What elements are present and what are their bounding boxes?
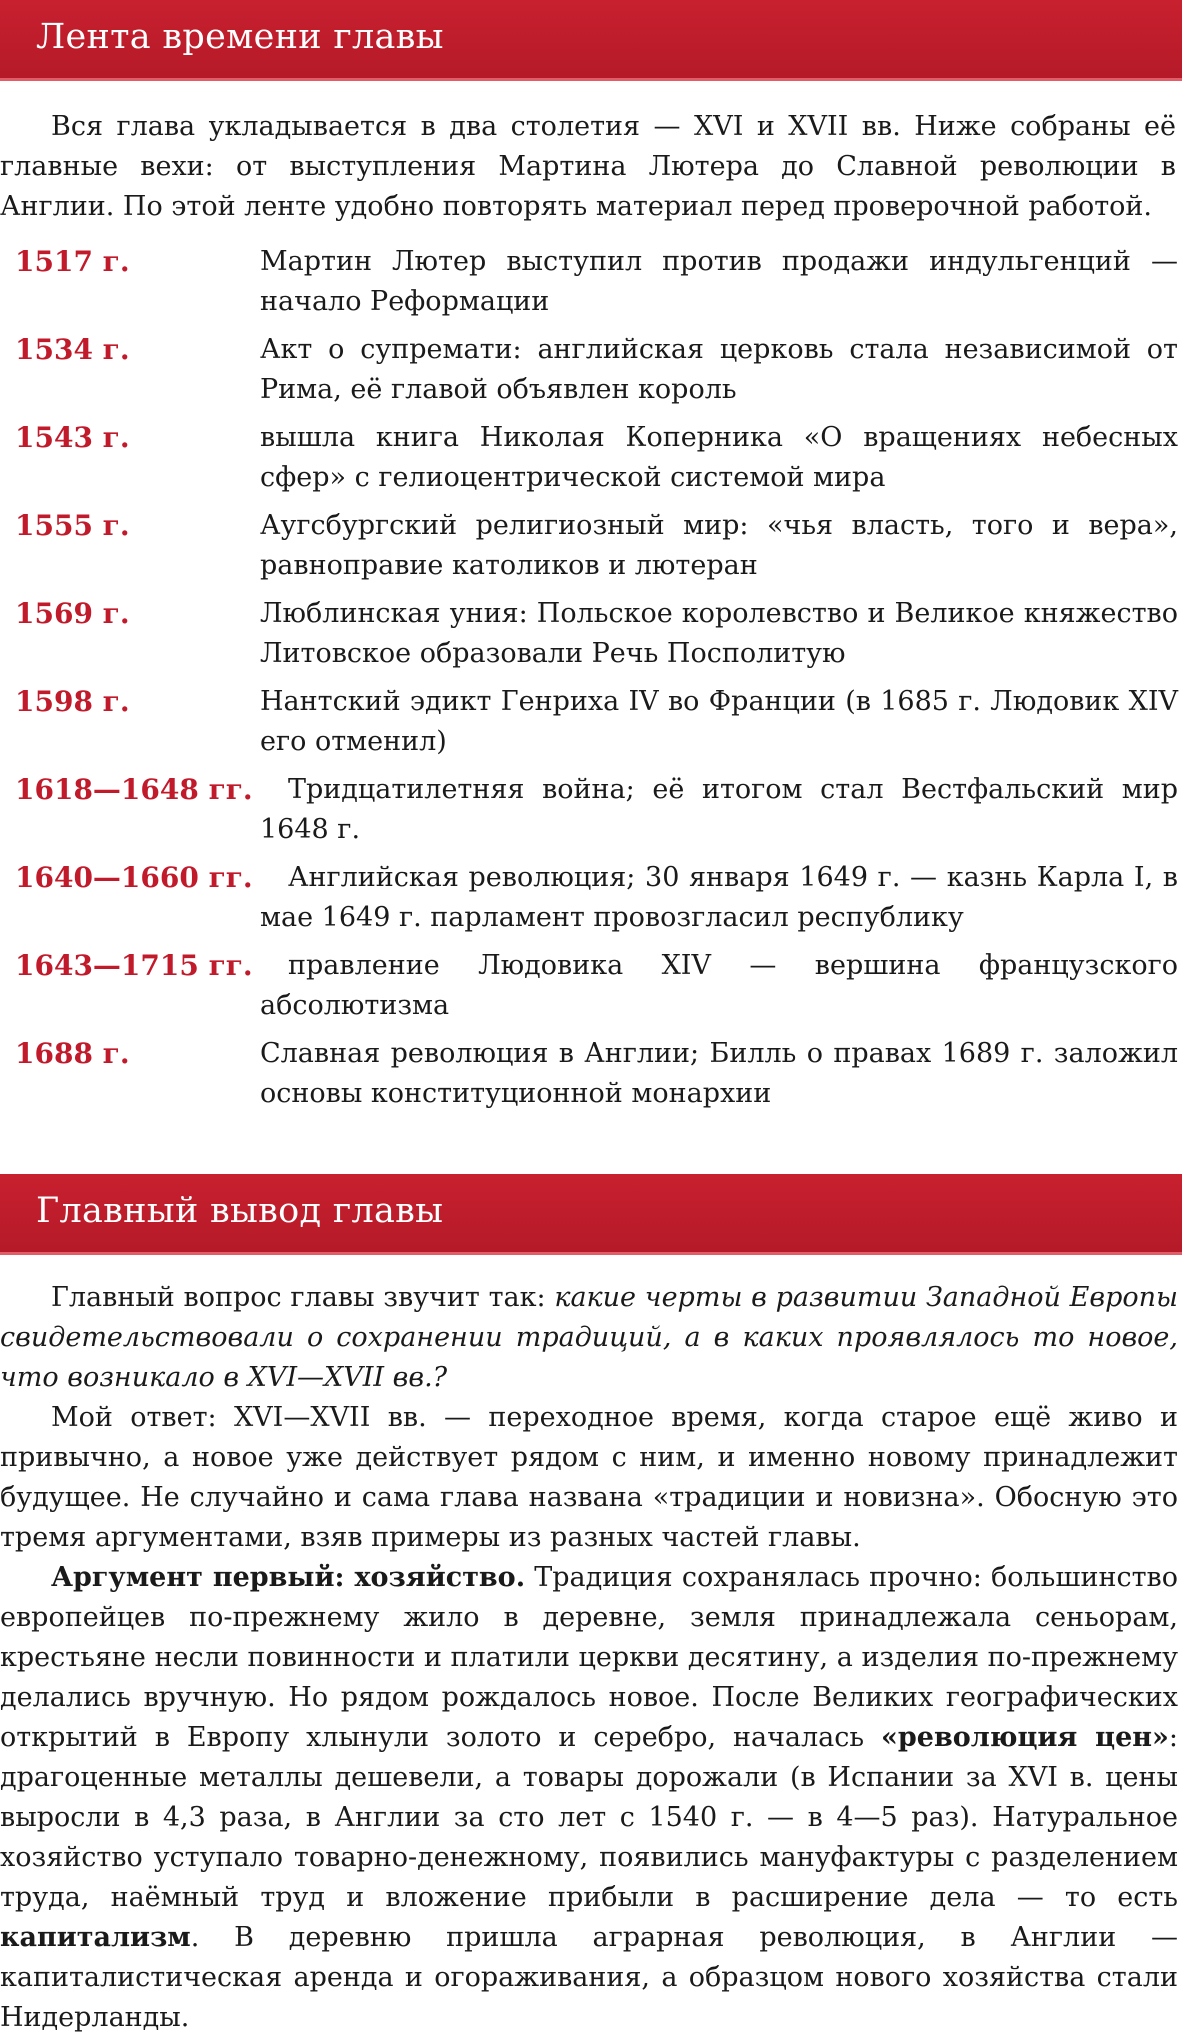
section-title: Лента времени главы [36, 17, 444, 57]
timeline-year: 1640—1660 гг. [15, 861, 253, 894]
timeline-item [0, 418, 1182, 506]
argument-text: . В деревню пришла аграрная революция, в Англии — капиталистическая аренда и огораживания, а образцом нового хозяйства стали Нидерланды. [0, 1922, 1178, 2033]
timeline-item [0, 506, 1182, 594]
timeline-event: вышла книга Николая Коперника «О вращениях небесных сфер» с гелиоцентрической системой мира [260, 422, 1178, 493]
answer-paragraph: Мой ответ: XVI—XVII вв. — переходное время, когда старое ещё живо и привычно, а новое уже действует рядом с ним, и именно новому принадлежит будущее. Не случайно и сама глава названа «традиции и новизна». Обосную это тремя аргументами, взяв примеры из разных частей главы. [0, 1402, 1178, 1553]
question-paragraph [0, 1278, 1178, 1398]
timeline-year: 1555 г. [15, 509, 130, 542]
question-lead: Главный вопрос главы звучит так: [51, 1282, 555, 1313]
timeline-year: 1517 г. [15, 245, 130, 278]
timeline-event: Люблинская уния: Польское королевство и Великое княжество Литовское образовали Речь Посполитую [260, 598, 1178, 669]
argument-text: Традиция сохранялась прочно: большинство европейцев по-прежнему жило в деревне, земля принадлежала сеньорам, крестьяне несли повинности и платили церкви десятину, а изделия по-прежнему делались вручную. Но рядом рождалось новое. После Великих географических открытий в Европу хлынули золото и серебро, началась [0, 1562, 1178, 1753]
timeline-year: 1569 г. [15, 597, 130, 630]
section-title: Главный вывод главы [36, 1191, 444, 1231]
timeline-item [0, 242, 1182, 330]
timeline-item [0, 1034, 1182, 1122]
timeline-event: Акт о супремати: английская церковь стала независимой от Рима, её главой объявлен король [260, 334, 1178, 405]
intro-text: Вся глава укладывается в два столетия — XVI и XVII вв. Ниже собраны её главные вехи: от выступления Мартина Лютера до Славной революции в Англии. По этой ленте удобно повторять материал перед проверочной работой. [0, 111, 1176, 222]
argument-heading: Аргумент первый: хозяйство. [51, 1562, 526, 1593]
timeline-event: Английская революция; 30 января 1649 г. — казнь Карла I, в мае 1649 г. парламент провозгласил республику [260, 862, 1178, 933]
timeline-item [0, 858, 1182, 946]
timeline-year: 1534 г. [15, 333, 130, 366]
timeline-event: Аугсбургский религиозный мир: «чья власть, того и вера», равноправие католиков и лютеран [260, 510, 1178, 581]
key-term: капитализм [0, 1922, 191, 1953]
conclusion-body [0, 1278, 1178, 2038]
chapter-question: какие черты в развитии Западной Европы свидетельствовали о сохранении традиций, а в каких проявлялось то новое, что возникало в XVI—XVII вв.? [0, 1282, 1178, 1393]
key-term: «революция цен» [881, 1722, 1169, 1753]
timeline-list [0, 242, 1182, 1122]
intro-paragraph [0, 107, 1176, 227]
timeline-item [0, 330, 1182, 418]
timeline-item [0, 770, 1182, 858]
timeline-item [0, 594, 1182, 682]
section-header-timeline [0, 0, 1182, 81]
argument-text: : драгоценные металлы дешевели, а товары дорожали (в Испании за XVI в. цены выросли в 4,3 раза, в Англии за сто лет с 1540 г. — в 4—5 раз). Натуральное хозяйство уступало товарно-денежному, появились мануфактуры с разделением труда, наёмный труд и вложение прибыли в расширение дела — то есть [0, 1722, 1178, 1913]
timeline-event: Мартин Лютер выступил против продажи индульгенций — начало Реформации [260, 246, 1178, 317]
timeline-year: 1598 г. [15, 685, 130, 718]
timeline-year: 1688 г. [15, 1037, 130, 1070]
timeline-item [0, 946, 1182, 1034]
timeline-event: Нантский эдикт Генриха IV во Франции (в 1685 г. Людовик XIV его отменил) [260, 686, 1178, 757]
timeline-item [0, 682, 1182, 770]
timeline-event: правление Людовика XIV — вершина французского абсолютизма [260, 950, 1178, 1021]
argument-paragraph [0, 1558, 1178, 2038]
timeline-event: Славная революция в Англии; Билль о правах 1689 г. заложил основы конституционной монархии [260, 1038, 1178, 1109]
timeline-year: 1543 г. [15, 421, 130, 454]
section-header-conclusion [0, 1174, 1182, 1255]
timeline-year: 1643—1715 гг. [15, 949, 253, 982]
timeline-event: Тридцатилетняя война; её итогом стал Вестфальский мир 1648 г. [260, 774, 1178, 845]
timeline-year: 1618—1648 гг. [15, 773, 253, 806]
